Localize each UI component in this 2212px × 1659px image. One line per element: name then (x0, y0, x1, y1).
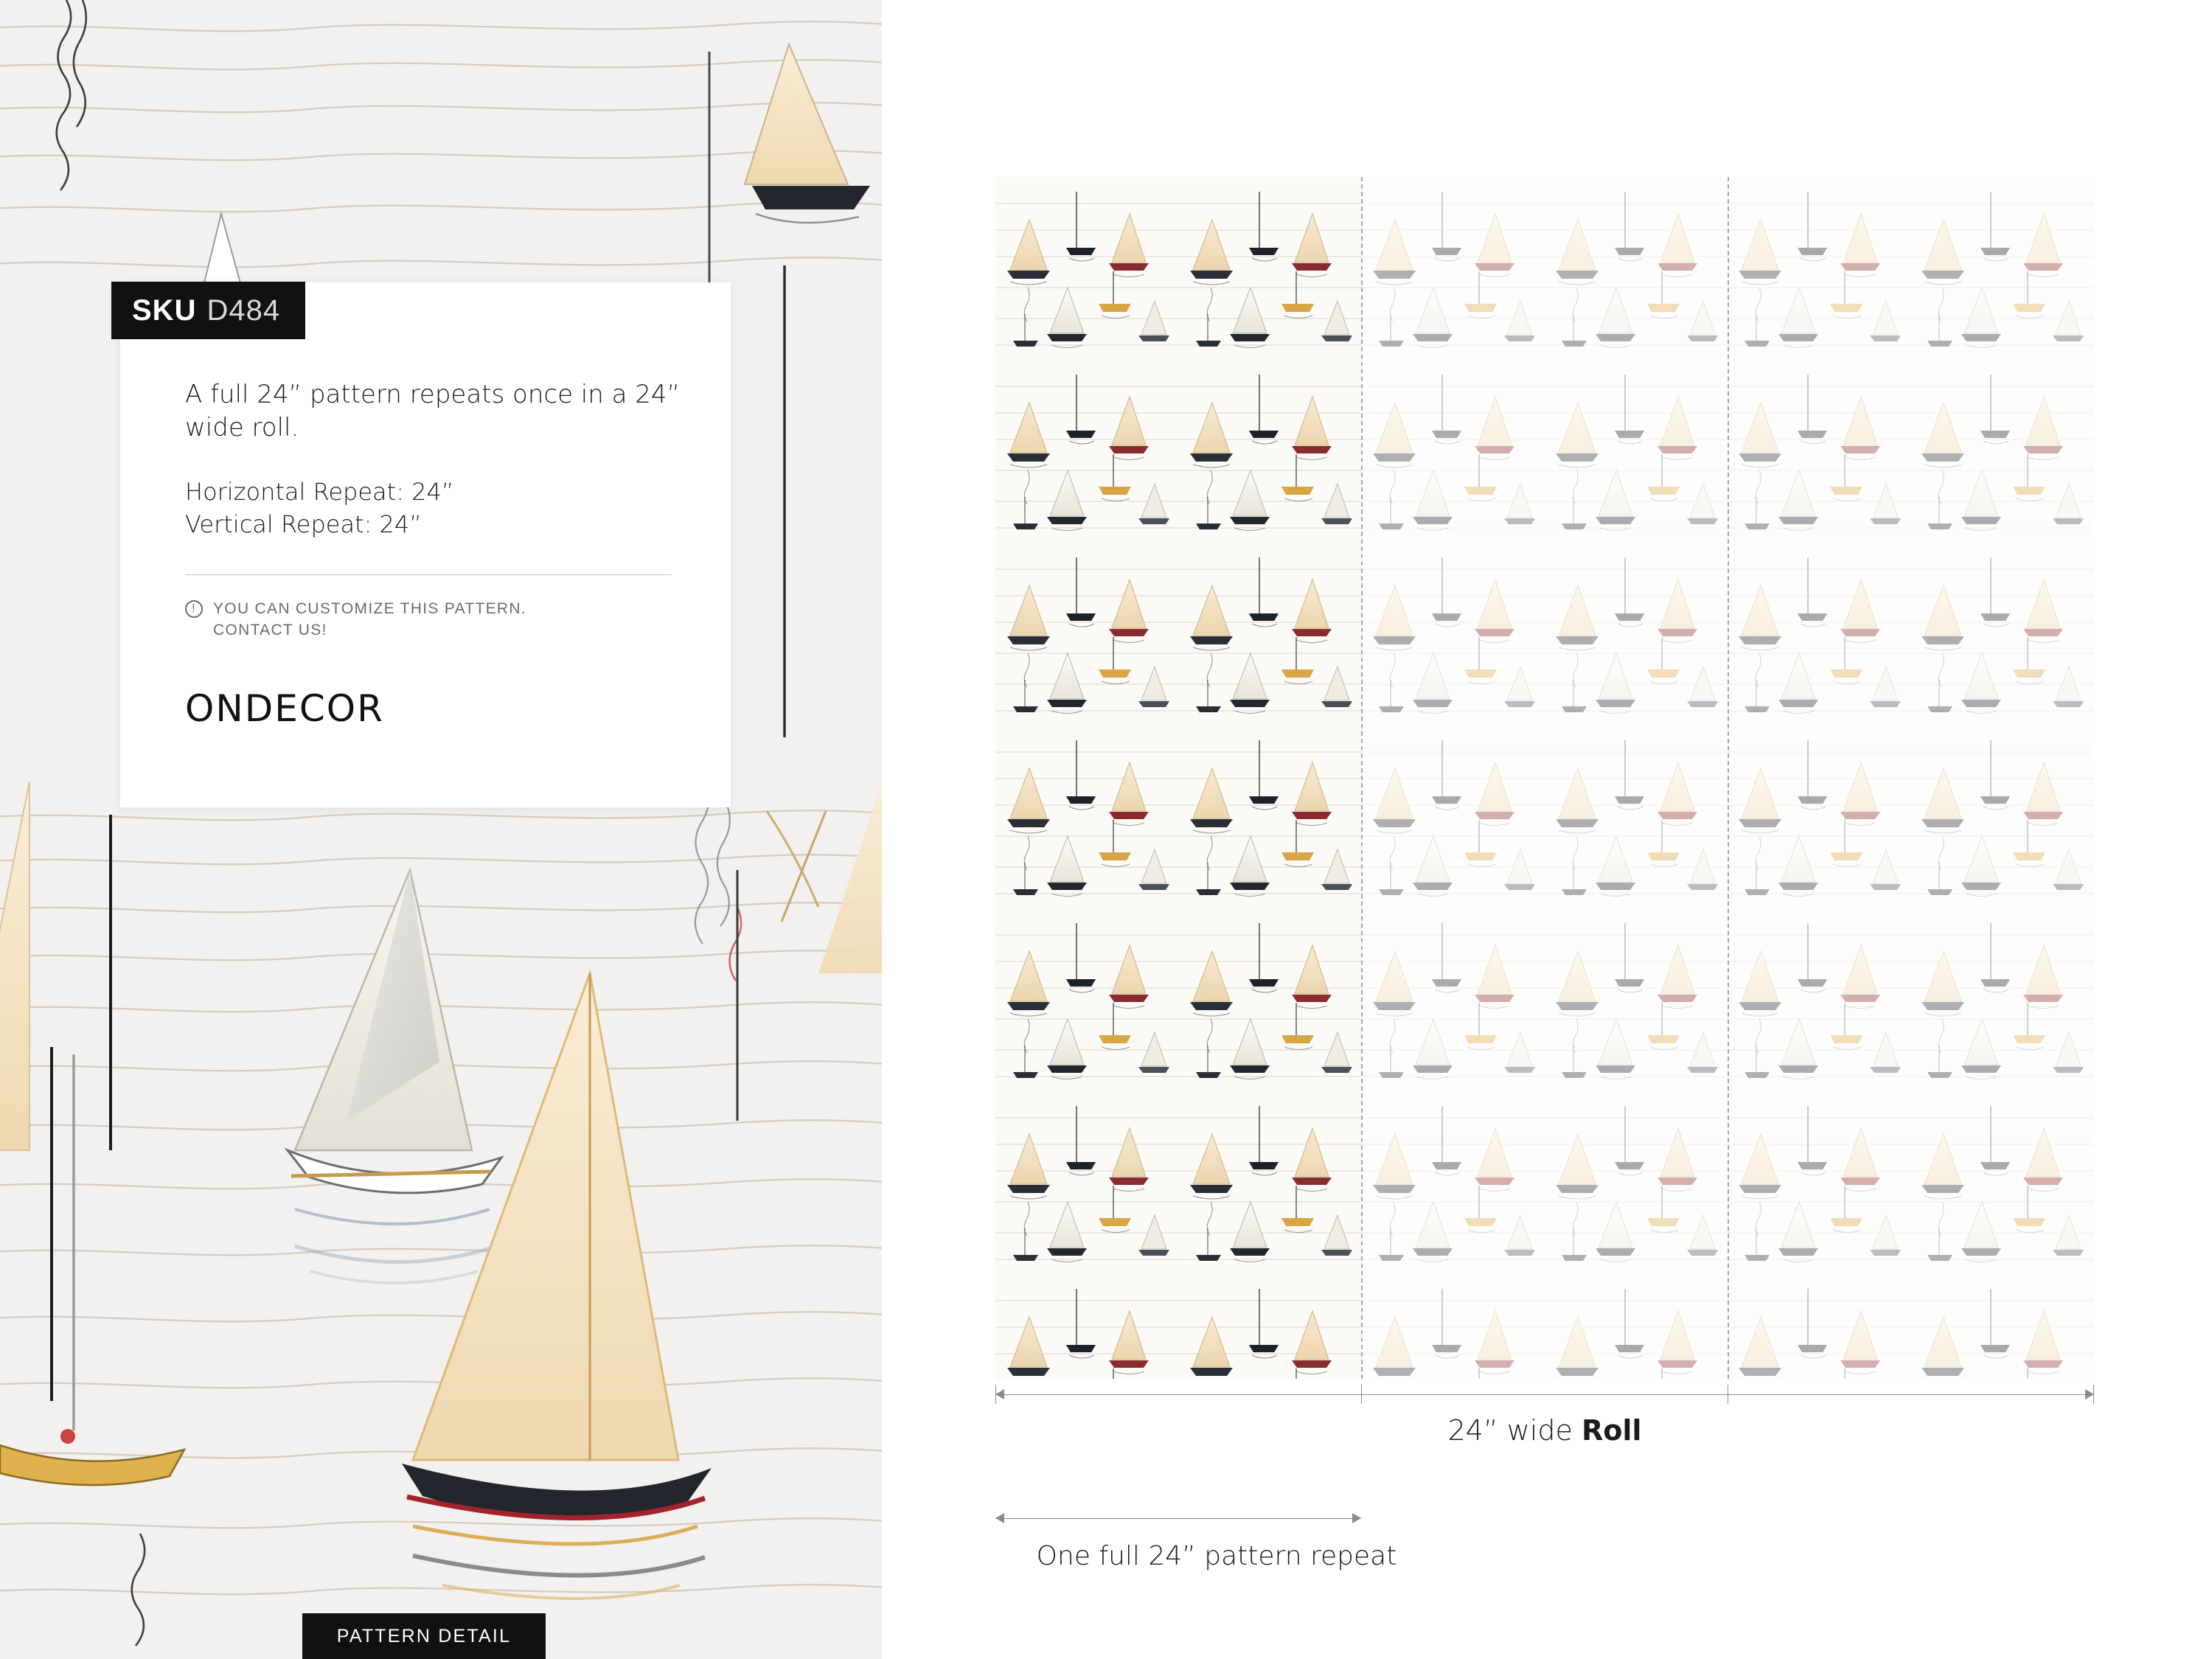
horizontal-repeat: Horizontal Repeat: 24” (185, 477, 454, 506)
customize-note-line1: YOU CAN CUSTOMIZE THIS PATTERN. (213, 600, 526, 618)
measure-arrow-right (1352, 1513, 1361, 1523)
pattern-detail-artwork (0, 0, 882, 1659)
roll-width-caption (995, 1414, 2094, 1447)
sku-label: SKU (132, 293, 197, 327)
measure-arrow-left (995, 1513, 1004, 1523)
roll-pattern-artwork (995, 177, 2094, 1379)
brand-logo: ONDECOR (185, 687, 384, 730)
sku-info-card (120, 282, 731, 807)
pattern-detail-panel (0, 0, 882, 1659)
measure-tick-mid1 (1361, 1385, 1362, 1404)
sku-value: D484 (206, 293, 281, 327)
divider (185, 574, 672, 575)
roll-caption-strong: Roll (1581, 1414, 1642, 1447)
roll-width-measure (995, 1385, 2094, 1404)
measure-line (995, 1518, 1361, 1519)
info-icon: ! (185, 600, 203, 618)
repeat-width-measure (995, 1510, 1361, 1526)
repeat-measurements (185, 476, 686, 540)
customize-note-line2: CONTACT US! (213, 622, 327, 639)
customize-note (185, 599, 686, 641)
pattern-detail-tag: PATTERN DETAIL (302, 1613, 546, 1659)
pattern-repeat-description: A full 24” pattern repeats once in a 24” wide roll. (185, 380, 681, 442)
measure-arrow-left (995, 1389, 1004, 1399)
measure-arrow-right (2085, 1389, 2094, 1399)
sku-badge (111, 282, 305, 339)
roll-pattern-preview (995, 177, 2094, 1379)
repeat-divider-2 (1728, 177, 1729, 1379)
customize-note-text (213, 599, 526, 641)
roll-preview-panel (882, 0, 2212, 1659)
sku-card-body (185, 378, 686, 730)
repeat-caption: One full 24” pattern repeat (1036, 1541, 1397, 1571)
vertical-repeat: Vertical Repeat: 24” (185, 509, 422, 538)
measure-line (995, 1394, 2094, 1395)
repeat-divider-1 (1361, 177, 1363, 1379)
roll-caption-prefix: 24” wide (1447, 1414, 1582, 1447)
